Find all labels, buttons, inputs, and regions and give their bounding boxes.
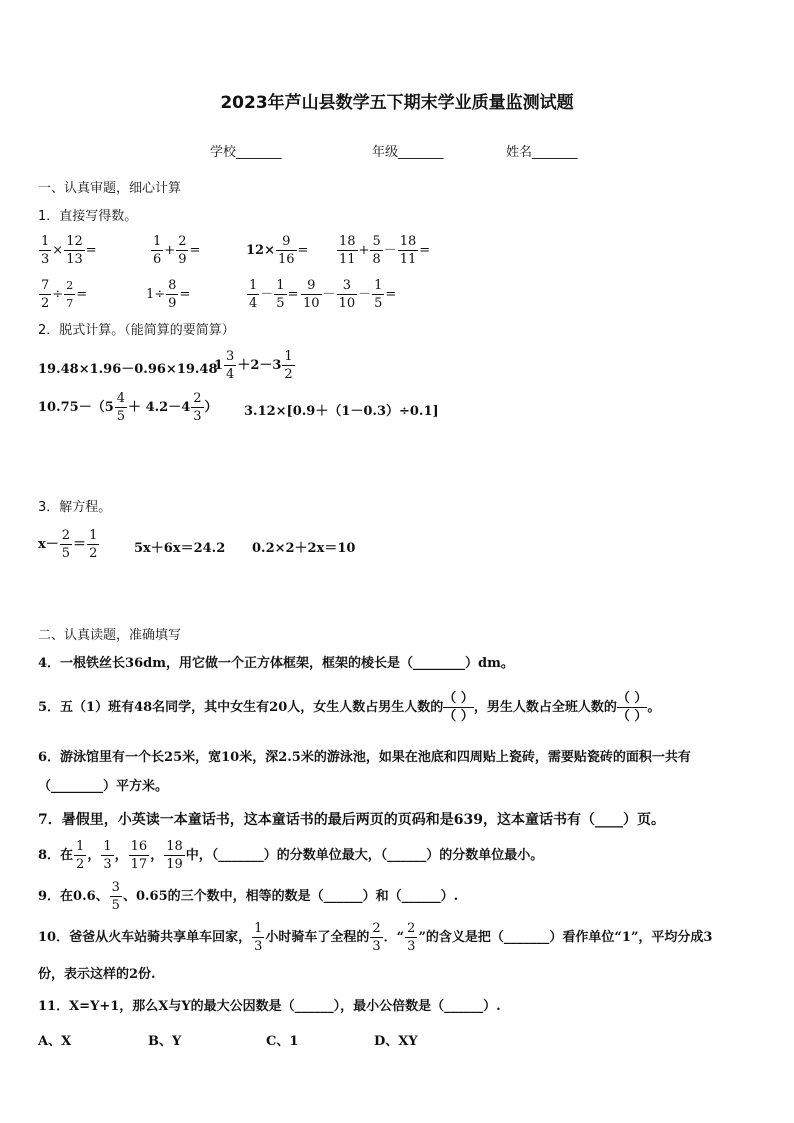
calc-item: $\frac{9}{10}$ － $\frac{3}{10}$ － $\frac{1}{5}$ = xyxy=(303,278,397,311)
equation: x－ $\frac{2}{5}$ ＝ $\frac{1}{2}$ xyxy=(38,528,98,561)
question-6-cont: （________）平方米。 xyxy=(38,779,169,794)
expression: 10.75－（5 $\frac{4}{5}$ ＋ 4.2－4 $\frac{2}{3}$ ） xyxy=(38,391,218,424)
calc-item: $\frac{7}{2}$ ÷ $\frac{2}{7}$ = xyxy=(41,278,88,311)
option-a[interactable]: A、X xyxy=(38,1034,72,1049)
question-10: 10．爸爸从火车站骑共享单车回家， $\frac{1}{3}$ 小时骑车了全程的 $\frac{2}{3}$ ．“ $\frac{2}{3}$ ”的含义是把（_______）看作单位“1”，平均分成3 xyxy=(38,921,713,954)
question-4: 4．一根铁丝长36dm，用它做一个正方体框架，框架的棱长是（________）dm。 xyxy=(38,656,514,671)
option-c[interactable]: C、1 xyxy=(266,1034,299,1049)
question-6: 6．游泳馆里有一个长25米，宽10米，深2.5米的游泳池，如果在池底和四周贴上瓷砖，需要贴瓷砖的面积一共有 xyxy=(38,750,691,765)
expression: 19.48×1.96－0.96×19.48 xyxy=(38,362,218,377)
expression: 1 $\frac{3}{4}$ ＋2－3 $\frac{1}{2}$ xyxy=(214,349,293,382)
option-d[interactable]: D、XY xyxy=(374,1034,418,1049)
question-label: 3．解方程。 xyxy=(38,500,112,515)
question-7: 7．暑假里，小英读一本童话书，这本童话书的最后两页的页码和是639，这本童话书有（____）页。 xyxy=(38,812,665,828)
question-11: 11．X=Y+1，那么X与Y的最大公因数是（______），最小公倍数是（______）. xyxy=(38,999,501,1014)
calc-item: 12× $\frac{9}{16}$ = xyxy=(246,234,309,267)
option-b[interactable]: B、Y xyxy=(148,1034,182,1049)
name-field[interactable]: 姓名_______ xyxy=(506,145,578,160)
equation: 0.2×2＋2x＝10 xyxy=(252,541,356,556)
grade-field[interactable]: 年级_______ xyxy=(372,145,444,160)
question-label: 2．脱式计算。（能简算的要简算） xyxy=(38,323,235,338)
question-label: 1．直接写得数。 xyxy=(38,209,138,224)
question-9: 9．在0.6、 $\frac{3}{5}$ 、0.65的三个数中，相等的数是（______）和（______）. xyxy=(38,880,459,913)
calc-item: $\frac{18}{11}$ + $\frac{5}{8}$ － $\frac{18}{11}$ = xyxy=(339,234,431,267)
calc-item: $\frac{1}{6}$ + $\frac{2}{9}$ = xyxy=(153,234,201,267)
school-field[interactable]: 学校_______ xyxy=(210,145,282,160)
expression: 3.12×[0.9＋（1－0.3）÷0.1] xyxy=(244,404,439,419)
question-10-cont: 份，表示这样的2份. xyxy=(38,967,156,982)
calc-item: $\frac{1}{4}$ － $\frac{1}{5}$ = xyxy=(249,278,299,311)
question-8: 8．在 $\frac{1}{2}$ ， $\frac{1}{3}$ ， $\frac{16}{17}$ ， $\frac{18}{19}$ 中，（_______）的分数单位最大，（______）的分数单位最小。 xyxy=(38,839,544,872)
section-heading: 一、认真审题，细心计算 xyxy=(38,181,182,196)
calc-item: 1÷ $\frac{8}{9}$ = xyxy=(146,278,191,311)
section-heading: 二、认真读题，准确填写 xyxy=(38,628,182,643)
equation: 5x＋6x＝24.2 xyxy=(134,541,226,556)
calc-item: $\frac{1}{3}$ × $\frac{12}{13}$ = xyxy=(41,234,97,267)
page-title: 2023年芦山县数学五下期末学业质量监测试题 xyxy=(220,93,574,113)
question-5: 5．五（1）班有48名同学，其中女生有20人，女生人数占男生人数的 $\frac{( )}{( )}$ ，男生人数占全班人数的 $\frac{( )}{( )}$ 。 xyxy=(38,691,661,724)
